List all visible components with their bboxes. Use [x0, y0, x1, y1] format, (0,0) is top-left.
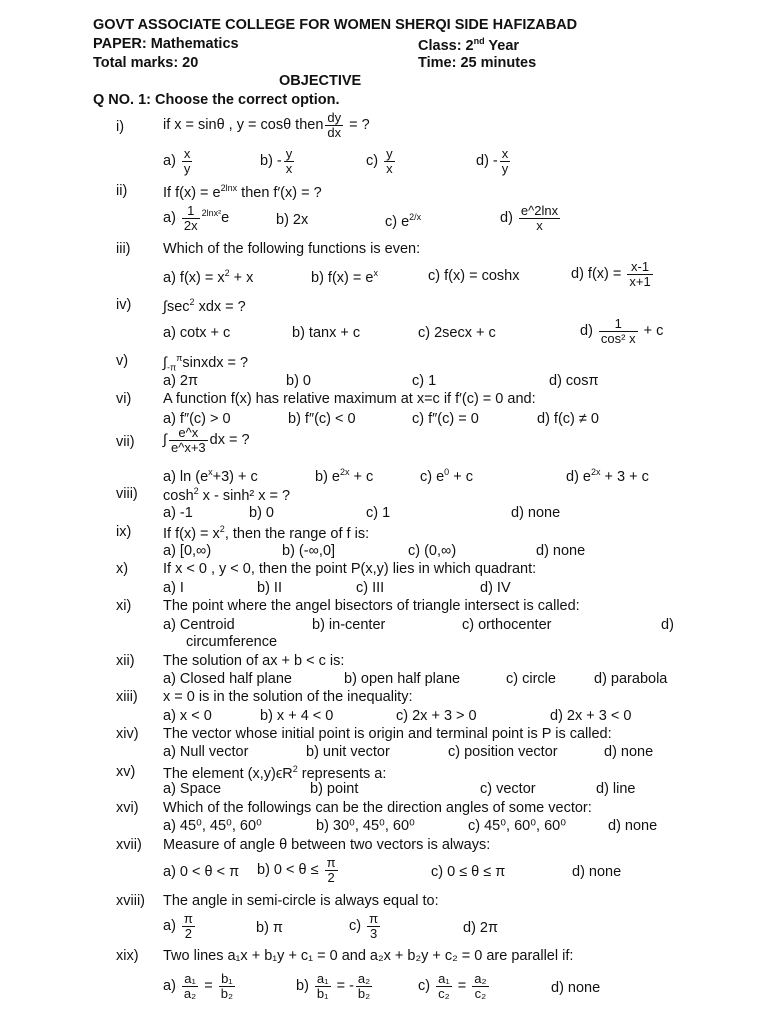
question-number: xiii) — [116, 689, 138, 705]
option-b: b) in-center — [312, 617, 386, 633]
option-fraction: $\frac{\pi}{2}$ — [326, 855, 336, 885]
option-a: a) $f(x) = x^2 + x$ — [163, 268, 254, 286]
option-c: c) 0 ≤ θ ≤ π — [431, 864, 506, 880]
option-a: a) Closed half plane — [163, 671, 292, 687]
option-a: a) $\frac{x}{y}$ — [163, 146, 191, 176]
question-text: Which of the following functions is even: — [163, 241, 421, 257]
option-d: d) none — [604, 744, 654, 760]
question-number: x) — [116, 561, 129, 577]
option-a: a) [0,∞) — [163, 543, 212, 559]
option-c: c) $\frac{\pi}{3}$ — [349, 911, 379, 941]
question-text: The solution of ax + b < c is: — [163, 653, 345, 669]
option-b: b) 2x — [276, 212, 309, 228]
question-text: The angle in semi-circle is always equal to: — [163, 893, 439, 909]
option-a: a) Space — [163, 781, 222, 797]
option-a: a) 0 < θ < π — [163, 864, 240, 880]
option-d: d) none — [551, 980, 601, 996]
option-fraction: $\frac{1}{\text{cos² x}}$ — [600, 316, 636, 346]
question-number: vi) — [116, 391, 132, 407]
question-text: A function f(x) has relative maximum at x=c if f′(c) = 0 and: — [163, 391, 536, 407]
option-b: b) tanx + c — [292, 325, 361, 341]
option-fraction: $\frac{x-1}{x+1}$ — [629, 259, 651, 289]
option-fraction: $\frac{x}{y}$ — [183, 146, 191, 176]
option-d: d) none — [608, 818, 658, 834]
option-d: d) f(c) ≠ 0 — [537, 411, 599, 427]
option-c: c) 2x + 3 > 0 — [396, 708, 477, 724]
option-c: c) $e^0 + c$ — [420, 467, 473, 485]
instruction: Q NO. 1: Choose the correct option. — [93, 92, 340, 108]
option-c: c) vector — [480, 781, 536, 797]
option-d: d) $\frac{e\^{}2\ln x}{x}$ — [500, 203, 559, 233]
option-a: a) $\frac{\pi}{2}$ — [163, 911, 193, 941]
question-number: ix) — [116, 524, 132, 540]
question-text: x = 0 is in the solution of the inequality: — [163, 689, 413, 705]
option-d: d) none — [536, 543, 586, 559]
question-text: If $f(x) = e^{2lnx}$ then f′(x) = ? — [163, 183, 322, 201]
option-a: a) $\frac{1}{2x}$ $^{2lnx^2}$e — [163, 203, 230, 233]
option-b: b) point — [310, 781, 359, 797]
question-number: v) — [116, 353, 129, 369]
college-title: GOVT ASSOCIATE COLLEGE FOR WOMEN SHERQI SIDE HAFIZABAD — [93, 17, 578, 33]
question-fraction: $\frac{dy}{dx}$ — [327, 110, 342, 140]
option-d: d) f(x) = $\frac{x-1}{x+1}$ — [571, 259, 651, 289]
option-fraction: $\frac{\pi}{2}$ — [183, 911, 193, 941]
question-number: xi) — [116, 598, 132, 614]
option-b: b) f″(c) < 0 — [288, 411, 356, 427]
option-fraction: $\frac{\text{b₁}}{\text{b₂}}$ — [220, 971, 234, 1001]
option-d: d) cosπ — [549, 373, 599, 389]
option-c: c) 1 — [366, 505, 391, 521]
question-number: vii) — [116, 434, 135, 450]
option-fraction: $\frac{\text{a₂}}{\text{b₂}}$ — [357, 971, 371, 1001]
question-text: If $f(x) = x^2$, then the range of f is: — [163, 524, 370, 542]
option-c: c) $e^{2/x}$ — [385, 212, 422, 230]
option-fraction: $\frac{1}{2x}$ — [183, 203, 198, 233]
question-text: The point where the angel bisectors of triangle intersect is called: — [163, 598, 580, 614]
option-a: a) -1 — [163, 505, 193, 521]
class-label: Class: 2nd Year — [418, 36, 520, 54]
option-fraction: $\frac{y}{x}$ — [285, 146, 293, 176]
option-d-text: circumference — [186, 634, 278, 650]
option-a: a) 2π — [163, 373, 198, 389]
question-number: xv) — [116, 764, 136, 780]
question-text: ∫ $\frac{e\^{}x}{e\^{}x+3}$ dx = ? — [163, 425, 250, 455]
question-text: if x = sinθ , y = cosθ then $\frac{dy}{dx}$ = ? — [163, 110, 370, 140]
option-a: a) Centroid — [163, 617, 235, 633]
option-fraction: $\frac{y}{x}$ — [386, 146, 393, 176]
option-fraction: $\frac{\text{a₁}}{\text{b₁}}$ — [316, 971, 329, 1001]
question-text: The vector whose initial point is origin and terminal point is P is called: — [163, 726, 612, 742]
option-c: c) $\frac{\text{a₁}}{\text{c₂}}$ = $\frac{\text{a₂}}{\text{c₂}}$ — [418, 971, 487, 1001]
option-c: c) (0,∞) — [408, 543, 457, 559]
option-d: d) none — [572, 864, 622, 880]
question-number: xvi) — [116, 800, 139, 816]
option-c: c) 2secx + c — [418, 325, 496, 341]
total-marks: Total marks: 20 — [93, 55, 199, 71]
option-d: d) - $\frac{x}{y}$ — [476, 146, 509, 176]
question-number: xviii) — [116, 893, 145, 909]
option-b: b) 30⁰, 45⁰, 60⁰ — [316, 818, 415, 834]
option-b: b) $e^{2x} + c$ — [315, 467, 374, 485]
option-fraction: $\frac{\text{a₂}}{\text{c₂}}$ — [474, 971, 487, 1001]
question-text: $\int\sec^2$ xdx = ? — [163, 297, 246, 315]
option-fraction: $\frac{\text{a₁}}{\text{a₂}}$ — [183, 971, 197, 1001]
question-text: $\cosh^2 x - \sinh^2$ x = ? — [163, 486, 291, 504]
question-number: ii) — [116, 183, 128, 199]
question-number: i) — [116, 119, 125, 135]
question-text: $\int_{-\pi}^\pi sinxdx$ = ? — [163, 353, 249, 373]
option-b: b) $\frac{\text{a₁}}{\text{b₁}}$ = - $\frac{\text{a₂}}{\text{b₂}}$ — [296, 971, 371, 1001]
option-c: c) 1 — [412, 373, 437, 389]
option-c: c) orthocenter — [462, 617, 552, 633]
option-b: b) x + 4 < 0 — [260, 708, 334, 724]
question-number: xix) — [116, 948, 139, 964]
question-number: xii) — [116, 653, 135, 669]
option-c: c) f″(c) = 0 — [412, 411, 479, 427]
option-d: d) none — [511, 505, 561, 521]
option-fraction: $\frac{\pi}{3}$ — [369, 911, 379, 941]
option-a: a) Null vector — [163, 744, 249, 760]
option-fraction: $\frac{e\^{}2\ln x}{x}$ — [520, 203, 559, 233]
option-d: d) $\frac{1}{\text{cos² x}}$ + c — [580, 316, 664, 346]
option-a: a) x < 0 — [163, 708, 212, 724]
option-b: b) $f(x) = e^x$ — [311, 268, 378, 286]
question-text: Two lines a₁x + b₁y + c₁ = 0 and a₂x + b₂y + c₂ = 0 are parallel if: — [163, 948, 574, 964]
option-a: a) $\ln (e^x+3) + c$ — [163, 467, 258, 485]
option-b: b) open half plane — [344, 671, 461, 687]
option-d: d) IV — [480, 580, 511, 596]
option-b: b) unit vector — [306, 744, 390, 760]
option-c: c) III — [356, 580, 385, 596]
option-d: d) parabola — [594, 671, 668, 687]
question-number: iv) — [116, 297, 132, 313]
option-a: a) $\frac{\text{a₁}}{\text{a₂}}$ = $\frac{\text{b₁}}{\text{b₂}}$ — [163, 971, 234, 1001]
option-b: b) (-∞,0] — [282, 543, 336, 559]
option-b: b) II — [257, 580, 282, 596]
option-a: a) f″(c) > 0 — [163, 411, 231, 427]
question-number: xiv) — [116, 726, 139, 742]
option-a: a) I — [163, 580, 184, 596]
question-number: xvii) — [116, 837, 142, 853]
time-label: Time: 25 minutes — [418, 55, 537, 71]
paper-label: PAPER: Mathematics — [93, 36, 239, 52]
option-c: c) circle — [506, 671, 556, 687]
option-fraction: $\frac{\text{a₁}}{\text{c₂}}$ — [438, 971, 450, 1001]
question-text: Which of the followings can be the direction angles of some vector: — [163, 800, 592, 816]
option-b: b) π — [256, 920, 283, 936]
option-c: c) position vector — [448, 744, 558, 760]
option-fraction: $\frac{x}{y}$ — [501, 146, 509, 176]
question-text: If x < 0 , y < 0, then the point P(x,y) lies in which quadrant: — [163, 561, 537, 577]
option-d: d) — [661, 617, 674, 633]
question-fraction: $\frac{e\^{}x}{e\^{}x+3}$ — [170, 425, 206, 455]
option-d: d) 2x + 3 < 0 — [550, 708, 632, 724]
option-b: b) - $\frac{y}{x}$ — [260, 146, 293, 176]
option-a: a) cotx + c — [163, 325, 231, 341]
question-number: iii) — [116, 241, 131, 257]
option-d: d) $e^{2x} + 3 + c$ — [566, 467, 649, 485]
option-d: d) line — [596, 781, 636, 797]
option-c: c) 45⁰, 60⁰, 60⁰ — [468, 818, 567, 834]
section-title: OBJECTIVE — [279, 73, 362, 89]
option-b: b) 0 < θ ≤ $\frac{\pi}{2}$ — [257, 855, 336, 885]
option-d: d) 2π — [463, 920, 498, 936]
option-b: b) 0 — [249, 505, 274, 521]
option-c: c) f(x) = coshx — [428, 268, 520, 284]
option-b: b) 0 — [286, 373, 311, 389]
option-c: c) $\frac{y}{x}$ — [366, 146, 393, 176]
question-text: The element $(x,y)\epsilon R^2$ represents a: — [163, 764, 387, 782]
question-number: viii) — [116, 486, 138, 502]
question-text: Measure of angle θ between two vectors is always: — [163, 837, 491, 853]
option-a: a) 45⁰, 45⁰, 60⁰ — [163, 818, 262, 834]
